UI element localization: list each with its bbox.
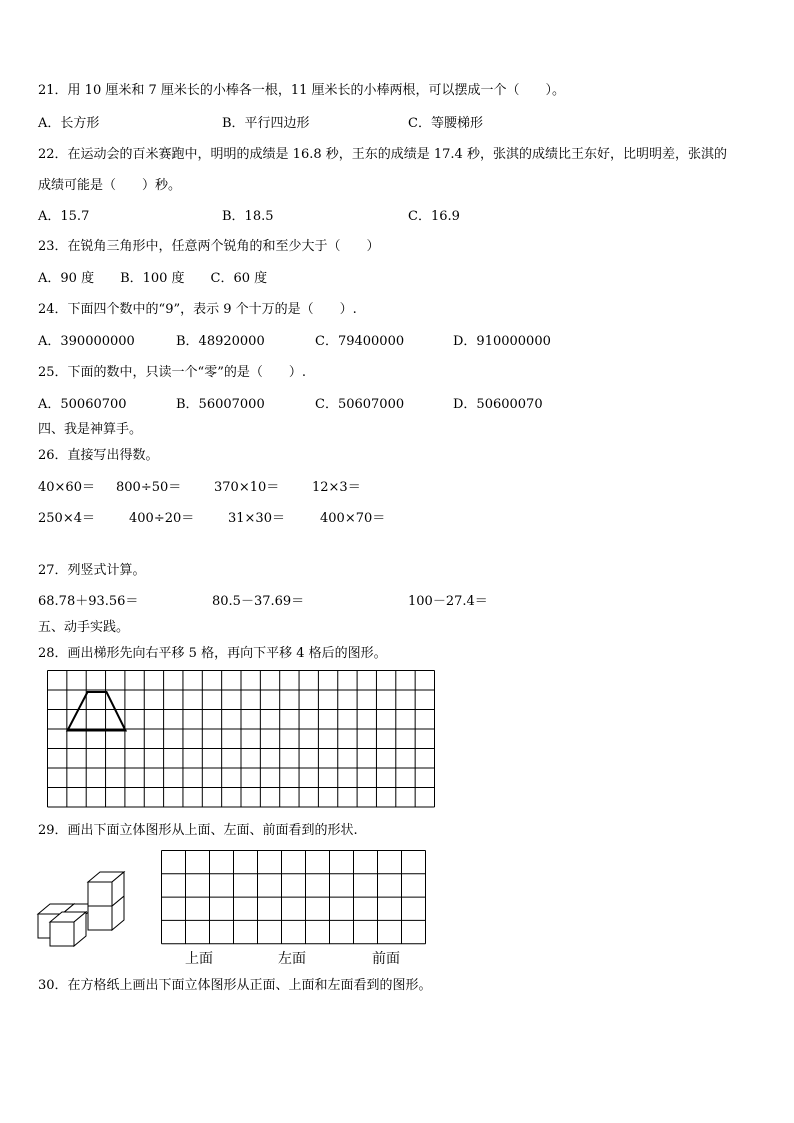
section-5-heading: 五、动手实践。 [38, 620, 130, 635]
q28-grid [47, 670, 435, 810]
question-30: 30．在方格纸上画出下面立体图形从正面、上面和左面看到的图形。 [38, 978, 432, 993]
q24-option-a: A．390000000 [38, 334, 135, 349]
q24-option-b: B．48920000 [176, 334, 265, 349]
q23-options: A．90 度 B．100 度 C．60 度 [38, 271, 268, 286]
q27-item: 80.5－37.69＝ [212, 594, 305, 609]
q27-item: 100－27.4＝ [408, 594, 488, 609]
question-28: 28．画出梯形先向右平移 5 格，再向下平移 4 格后的图形。 [38, 646, 387, 661]
q25-option-d: D．50600070 [453, 397, 543, 412]
q22-option-b: B．18.5 [222, 209, 274, 224]
question-27: 27．列竖式计算。 [38, 563, 146, 578]
section-4-heading: 四、我是神算手。 [38, 422, 143, 437]
question-22-line1: 22．在运动会的百米赛跑中，明明的成绩是 16.8 秒，王东的成绩是 17.4 秒，张淇的成绩比王东好，比明明差，张淇的 [38, 147, 727, 162]
q26-item: 40×60＝ [38, 480, 95, 495]
q22-option-c: C．16.9 [408, 209, 460, 224]
q27-item: 68.78＋93.56＝ [38, 594, 139, 609]
question-21: 21．用 10 厘米和 7 厘米长的小棒各一根，11 厘米长的小棒两根，可以摆成一个（ ）。 [38, 83, 566, 98]
q25-option-b: B．56007000 [176, 397, 265, 412]
q26-item: 250×4＝ [38, 511, 95, 526]
question-26: 26．直接写出得数。 [38, 448, 159, 463]
question-22-line2: 成绩可能是（ ）秒。 [38, 178, 182, 193]
q24-option-d: D．910000000 [453, 334, 551, 349]
question-23: 23．在锐角三角形中，任意两个锐角的和至少大于（ ） [38, 239, 380, 254]
label-front-view: 前面 [372, 951, 400, 967]
q26-item: 12×3＝ [312, 480, 361, 495]
question-25: 25．下面的数中，只读一个“零”的是（ ）. [38, 365, 306, 380]
q26-item: 370×10＝ [214, 480, 280, 495]
label-left-view: 左面 [278, 951, 306, 967]
q21-option-b: B．平行四边形 [222, 116, 310, 131]
q29-cube-figure [36, 868, 130, 946]
question-24: 24．下面四个数中的“9”，表示 9 个十万的是（ ）. [38, 302, 357, 317]
q21-option-c: C．等腰梯形 [408, 116, 483, 131]
trapezoid-shape [68, 692, 126, 731]
q25-option-c: C．50607000 [315, 397, 405, 412]
q25-option-a: A．50060700 [38, 397, 127, 412]
question-29: 29．画出下面立体图形从上面、左面、前面看到的形状. [38, 823, 358, 838]
q21-option-a: A．长方形 [38, 116, 100, 131]
q26-item: 400÷20＝ [129, 511, 195, 526]
q29-grid [161, 850, 426, 944]
q24-option-c: C．79400000 [315, 334, 405, 349]
q26-item: 400×70＝ [320, 511, 386, 526]
q22-option-a: A．15.7 [38, 209, 90, 224]
label-top-view: 上面 [185, 951, 213, 967]
q26-item: 800÷50＝ [116, 480, 182, 495]
q26-item: 31×30＝ [228, 511, 285, 526]
